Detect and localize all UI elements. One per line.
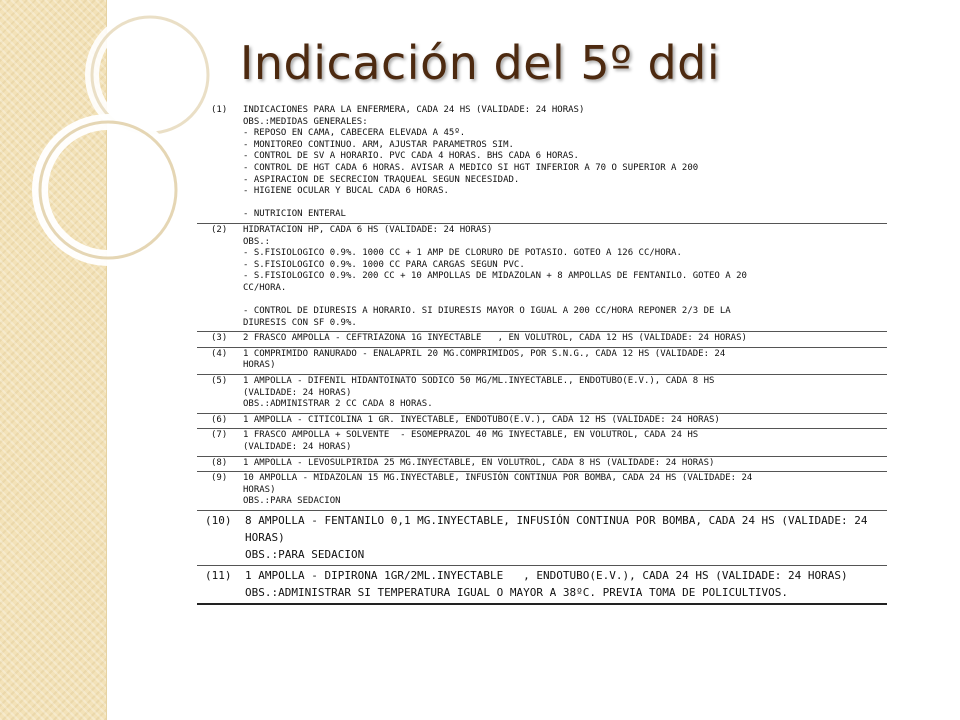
entry-line: - S.FISIOLOGICO 0.9%. 1000 CC PARA CARGAS SEGUN PVC. [243,259,525,270]
entry-line: - HIGIENE OCULAR Y BUCAL CADA 6 HORAS. [243,186,449,197]
entry-line: INDICACIONES PARA LA ENFERMERA, CADA 24 HS (VALIDADE: 24 HORAS) [243,104,585,116]
entry-line: HORAS) [243,360,276,371]
entry-number: (7) [211,430,228,441]
entry-line: OBS.:PARA SEDACION [243,496,341,507]
entry-line: 1 AMPOLLA - DIPIRONA 1GR/2ML.INYECTABLE , ENDOTUBO(E.V.), CADA 24 HS (VALIDADE: 24 HORAS) [245,569,848,582]
entry-line: - ASPIRACION DE SECRECION TRAQUEAL SEGUN NECESIDAD. [243,174,520,185]
entry-line: - CONTROL DE SV A HORARIO. PVC CADA 4 HORAS. BHS CADA 6 HORAS. [243,151,579,162]
entry-line: - NUTRICION ENTERAL [243,209,346,220]
indication-entry [197,457,887,473]
entry-number: (3) [211,333,228,344]
entry-line: OBS.:ADMINISTRAR SI TEMPERATURA IGUAL O MAYOR A 38ºC. PREVIA TOMA DE POLICULTIVOS. [245,586,789,599]
entry-line: OBS.: [243,236,271,247]
entry-content [243,430,887,453]
entry-number: (11) [205,569,232,582]
medical-prescription-document [197,104,887,605]
entry-number: (6) [211,414,228,425]
entry-number: (1) [211,105,228,115]
entry-line: HORAS) [243,484,276,495]
entry-line: 1 AMPOLLA - LEVOSULPIRIDA 25 MG.INYECTABLE, EN VOLUTROL, CADA 8 HS (VALIDADE: 24 HORAS) [243,457,715,468]
entry-line: 2 FRASCO AMPOLLA - CEFTRIAZONA 1G INYECTABLE , EN VOLUTROL, CADA 12 HS (VALIDADE: 24 HORAS) [243,333,747,344]
entry-line: - CONTROL DE HGT CADA 6 HORAS. AVISAR A MEDICO SI HGT INFERIOR A 70 O SUPERIOR A 200 [243,162,699,174]
decorative-side-strip [0,0,107,720]
entry-content [243,458,887,470]
entry-content [245,512,887,563]
entry-content [243,349,887,372]
entry-line: (VALIDADE: 24 HORAS) [243,441,352,453]
entry-content [243,376,887,411]
entry-line: 1 COMPRIMIDO RANURADO - ENALAPRIL 20 MG.COMPRIMIDOS, POR S.N.G., CADA 12 HS (VALIDADE: 24 [243,348,726,359]
indication-entry [197,472,887,511]
entry-content [243,333,887,345]
indication-entry [197,104,887,224]
entry-line: OBS.:ADMINISTRAR 2 CC CADA 8 HORAS. [243,399,433,410]
entry-content [243,105,887,221]
entry-content [243,415,887,427]
entry-line: - CONTROL DE DIURESIS A HORARIO. SI DIURESIS MAYOR O IGUAL A 200 CC/HORA REPONER 2/3 DE LA [243,305,731,317]
indication-entry [197,332,887,348]
indication-entry [197,224,887,332]
entry-content [243,225,887,329]
entry-line: 10 AMPOLLA - MIDAZOLAN 15 MG.INYECTABLE, INFUSIÓN CONTINUA POR BOMBA, CADA 24 HS (VALIDADE: 24 [243,473,753,484]
indication-entry [197,375,887,414]
entry-number: (9) [211,473,228,484]
entry-line: HORAS) [245,531,285,544]
entry-number: (10) [205,514,232,527]
entry-number: (5) [211,376,228,387]
entry-line: CC/HORA. [243,282,287,293]
entry-line: 1 AMPOLLA - DIFENIL HIDANTOINATO SODICO 50 MG/ML.INYECTABLE., ENDOTUBO(E.V.), CADA 8 HS [243,375,715,387]
entry-line: 1 FRASCO AMPOLLA + SOLVENTE - ESOMEPRAZOL 40 MG INYECTABLE, EN VOLUTROL, CADA 24 HS [243,430,699,441]
entry-number: (2) [211,224,228,235]
entry-line [243,198,887,210]
entry-line: 1 AMPOLLA - CITICOLINA 1 GR. INYECTABLE, ENDOTUBO(E.V.), CADA 12 HS (VALIDADE: 24 HORAS) [243,414,720,425]
entry-line: (VALIDADE: 24 HORAS) [243,387,352,398]
entry-line: OBS.:MEDIDAS GENERALES: [243,116,368,127]
entry-line: - MONITOREO CONTINUO. ARM, AJUSTAR PARAMETROS SIM. [243,139,514,150]
entry-number: (4) [211,348,228,359]
indication-entry [197,414,887,430]
indication-entry [197,348,887,375]
indication-entry [197,511,887,566]
indication-entry [197,566,887,605]
entry-number: (8) [211,457,228,468]
entry-content [243,473,887,508]
entry-line: - S.FISIOLOGICO 0.9%. 200 CC + 10 AMPOLLAS DE MIDAZOLAN + 8 AMPOLLAS DE FENTANILO. GOTEO A 20 [243,271,747,282]
entry-line: - REPOSO EN CAMA, CABECERA ELEVADA A 45º. [243,128,466,139]
entry-line: HIDRATACION HP, CADA 6 HS (VALIDADE: 24 HORAS) [243,224,493,236]
indication-entry [197,429,887,456]
entry-line: DIURESIS CON SF 0.9%. [243,317,357,328]
entry-line: OBS.:PARA SEDACION [245,548,365,561]
entry-line: - S.FISIOLOGICO 0.9%. 1000 CC + 1 AMP DE CLORURO DE POTASIO. GOTEO A 126 CC/HORA. [243,248,682,259]
entry-content [245,567,887,601]
entry-line: 8 AMPOLLA - FENTANILO 0,1 MG.INYECTABLE, INFUSIÓN CONTINUA POR BOMBA, CADA 24 HS (VALIDADE: 24 [245,514,868,527]
page-title: Indicación del 5º ddi [239,36,721,90]
entry-line [243,294,887,306]
